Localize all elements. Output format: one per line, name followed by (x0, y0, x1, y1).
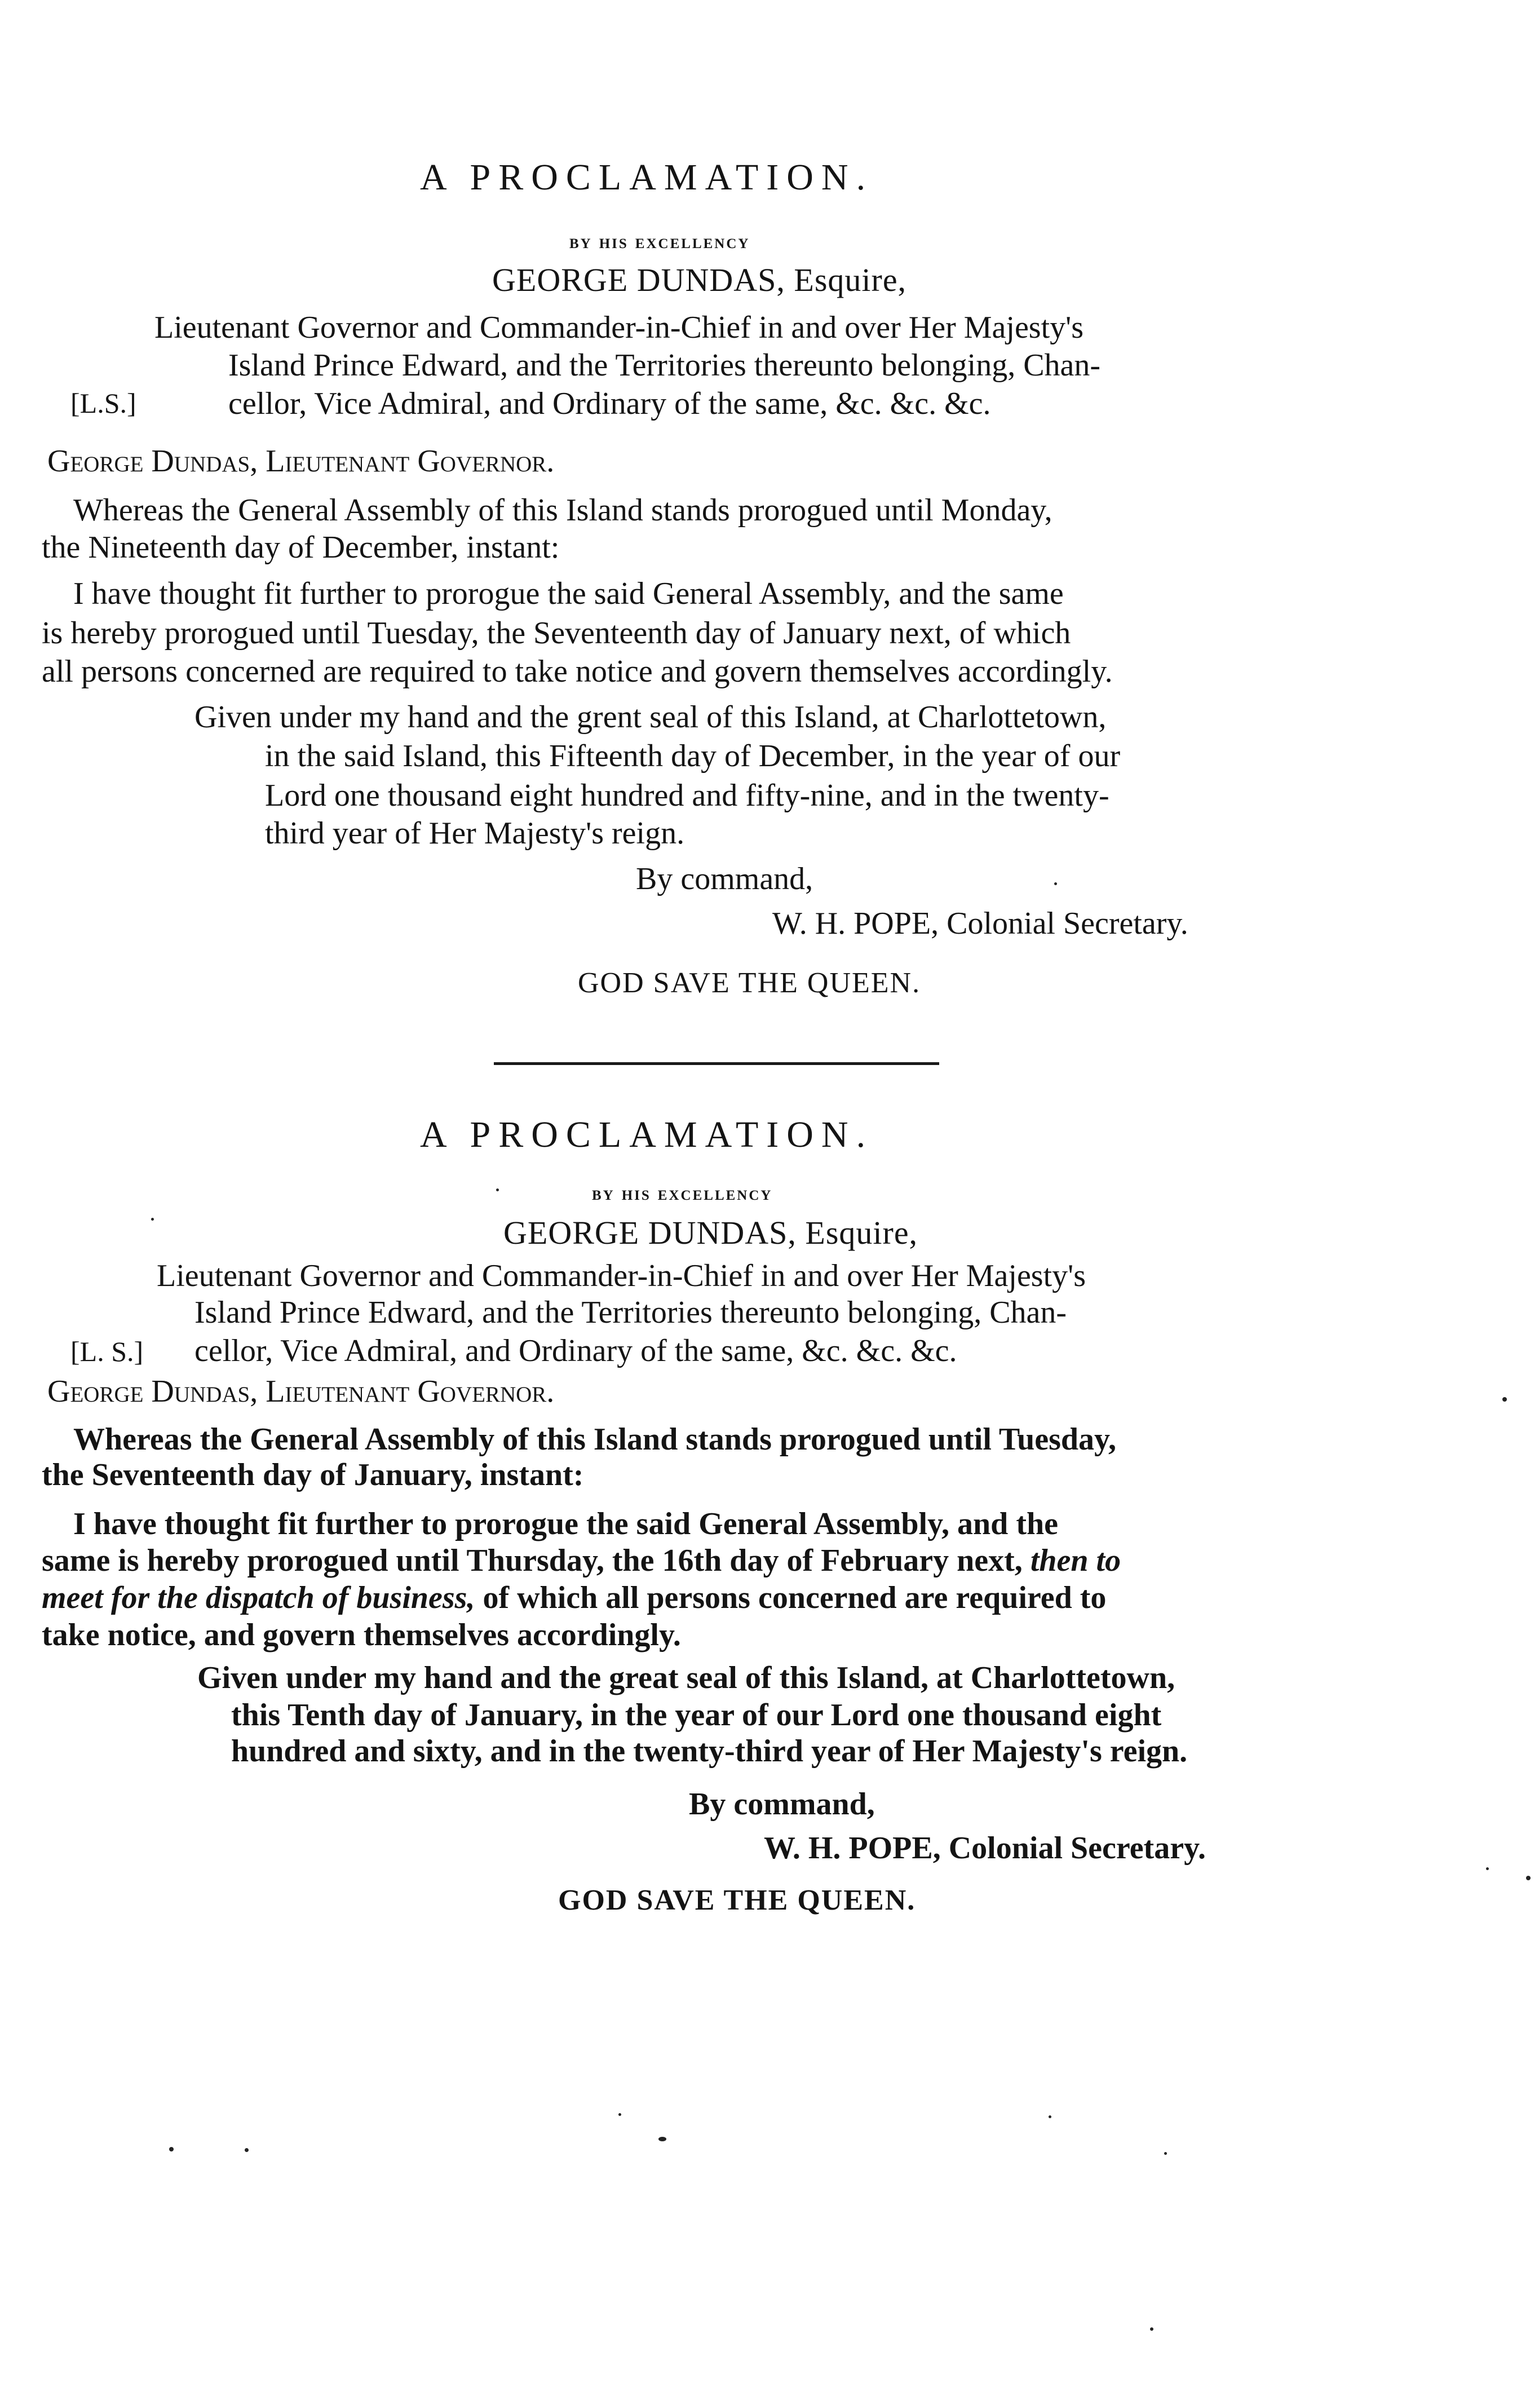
body-line-2: is hereby prorogued until Tuesday, the Seventeenth day of January next, of which (42, 616, 1071, 651)
byline: by his excellency (569, 230, 750, 253)
scan-speck (496, 1188, 499, 1191)
body-line-2-text: same is hereby prorogued until Thursday, the 16th day of February next, (42, 1543, 1023, 1578)
given-line-3: hundred and sixty, and in the twenty-third year of Her Majesty's reign. (231, 1734, 1188, 1769)
office-line-3: cellor, Vice Admiral, and Ordinary of the same, &c. &c. &c. (228, 386, 991, 421)
office-line-1: Lieutenant Governor and Commander-in-Chief in and over Her Majesty's (157, 1258, 1086, 1293)
scan-speck (1150, 2327, 1153, 2331)
secretary-signature: W. H. POPE, Colonial Secretary. (772, 906, 1188, 941)
given-line-2: in the said Island, this Fifteenth day of December, in the year of our (265, 739, 1121, 774)
scan-speck (1526, 1876, 1531, 1880)
by-command: By command, (636, 861, 813, 896)
governor-name: GEORGE DUNDAS, Esquire, (492, 262, 907, 298)
given-line-4: third year of Her Majesty's reign. (265, 816, 685, 851)
seal-mark: [L.S.] (70, 387, 136, 419)
given-line-3: Lord one thousand eight hundred and fifty-nine, and in the twenty- (265, 778, 1109, 813)
body-line-3-text: of which all persons concerned are required to (483, 1580, 1107, 1615)
whereas-line-2: the Nineteenth day of December, instant: (42, 530, 560, 565)
proclamation-title: A PROCLAMATION. (420, 157, 874, 198)
body-line-3: all persons concerned are required to take notice and govern themselves accordingly. (42, 654, 1113, 689)
given-line-2: this Tenth day of January, in the year of our Lord one thousand eight (231, 1698, 1162, 1733)
body-line-4: take notice, and govern themselves accordingly. (42, 1618, 681, 1653)
signatory: George Dundas, Lieutenant Governor. (47, 444, 555, 479)
scan-speck (618, 2113, 621, 2116)
by-command: By command, (689, 1787, 875, 1822)
governor-name: GEORGE DUNDAS, Esquire, (503, 1214, 918, 1251)
seal-mark: [L. S.] (70, 1336, 144, 1367)
body-line-2-italic: then to (1030, 1543, 1121, 1578)
scan-speck (658, 2137, 666, 2141)
scan-speck (1502, 1397, 1507, 1402)
section-divider (494, 1062, 939, 1065)
scan-speck (1486, 1867, 1489, 1870)
whereas-line-1: Whereas the General Assembly of this Island stands prorogued until Monday, (73, 493, 1052, 528)
closing-line: GOD SAVE THE QUEEN. (558, 1884, 916, 1916)
body-line-2 (42, 1545, 1121, 1576)
scan-speck (169, 2147, 174, 2151)
office-line-2: Island Prince Edward, and the Territories thereunto belonging, Chan- (194, 1295, 1067, 1330)
office-line-1: Lieutenant Governor and Commander-in-Chief in and over Her Majesty's (154, 310, 1084, 345)
body-line-3-italic: meet for the dispatch of business, (42, 1580, 475, 1615)
given-line-1: Given under my hand and the grent seal of this Island, at Charlottetown, (194, 700, 1107, 735)
whereas-line-2: the Seventeenth day of January, instant: (42, 1457, 584, 1492)
scan-speck (151, 1218, 154, 1221)
whereas-line-1: Whereas the General Assembly of this Island stands prorogued until Tuesday, (73, 1422, 1116, 1457)
proclamation-title: A PROCLAMATION. (420, 1114, 874, 1155)
given-line-1: Given under my hand and the great seal of this Island, at Charlottetown, (197, 1660, 1175, 1695)
office-line-3: cellor, Vice Admiral, and Ordinary of the same, &c. &c. &c. (194, 1333, 957, 1368)
byline: by his excellency (592, 1182, 773, 1204)
secretary-signature: W. H. POPE, Colonial Secretary. (764, 1831, 1206, 1866)
body-line-3 (42, 1582, 1106, 1614)
body-line-1: I have thought fit further to prorogue the said General Assembly, and the same (73, 576, 1064, 611)
scan-speck (1164, 2152, 1167, 2155)
scan-speck (1049, 2115, 1051, 2118)
scan-speck (1054, 882, 1057, 885)
closing-line: GOD SAVE THE QUEEN. (578, 967, 921, 999)
body-line-1: I have thought fit further to prorogue the said General Assembly, and the (73, 1506, 1058, 1541)
signatory: George Dundas, Lieutenant Governor. (47, 1374, 555, 1409)
office-line-2: Island Prince Edward, and the Territories thereunto belonging, Chan- (228, 348, 1101, 383)
scan-speck (245, 2148, 249, 2152)
